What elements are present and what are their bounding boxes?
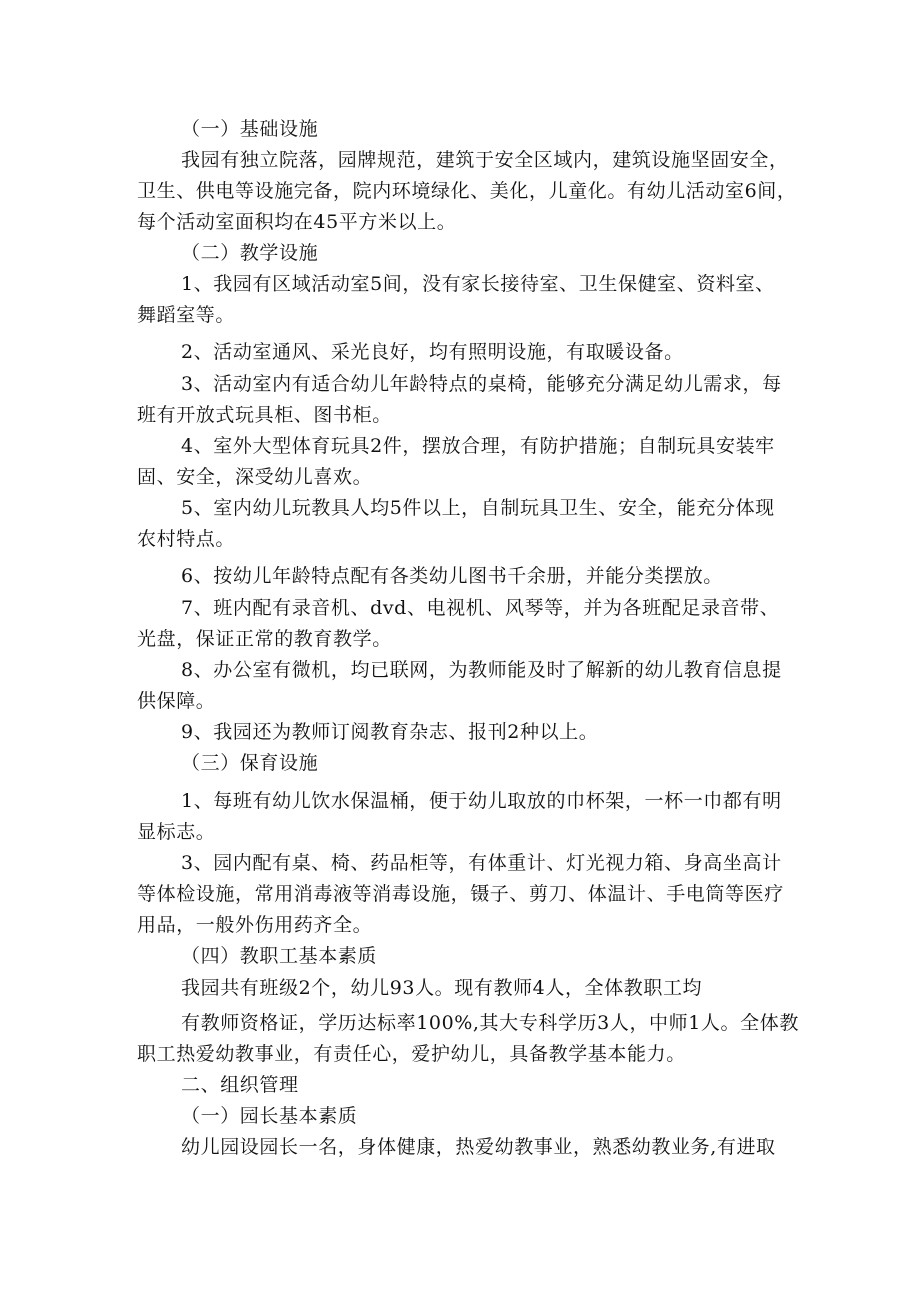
list-item-line: 1、我园有区域活动室5间，没有家长接待室、卫生保健室、资料室、 [181,273,775,295]
section-heading-teaching-facilities: （二）教学设施 [181,242,319,264]
list-item-line: 班有开放式玩具柜、图书柜。 [137,404,392,426]
paragraph-line: 有教师资格证，学历达标率100%,其大专科学历3人，中师1人。全体教 [181,1012,799,1034]
list-item-line: 9、我园还为教师订阅教育杂志、报刊2种以上。 [181,721,599,743]
list-item-line: 5、室内幼儿玩教具人均5件以上，自制玩具卫生、安全，能充分体现 [181,497,775,519]
paragraph-line: 我园共有班级2个，幼儿93人。现有教师4人，全体教职工均 [181,977,703,999]
list-item-line: 用品，一般外伤用药齐全。 [137,914,373,936]
list-item-line: 农村特点。 [137,528,236,550]
list-item-line: 7、班内配有录音机、dvd、电视机、风琴等，并为各班配足录音带、 [181,597,780,619]
paragraph-line: 幼儿园设园长一名，身体健康，热爱幼教事业，熟悉幼教业务,有进取 [181,1136,776,1158]
paragraph-line: 卫生、供电等设施完备，院内环境绿化、美化，儿童化。有幼儿活动室6间， [137,180,797,202]
section-heading-director-quality: （一）园长基本素质 [181,1105,358,1127]
list-item-line: 舞蹈室等。 [137,304,236,326]
list-item-line: 8、办公室有微机，均已联网，为教师能及时了解新的幼儿教育信息提 [181,659,782,681]
paragraph-line: 我园有独立院落，园牌规范，建筑于安全区域内，建筑设施坚固安全， [181,149,789,171]
list-item-line: 6、按幼儿年龄特点配有各类幼儿图书千余册，并能分类摆放。 [181,565,723,587]
list-item-line: 3、园内配有桌、椅、药品柜等，有体重计、灯光视力箱、身高坐高计 [181,852,782,874]
section-heading-staff-quality: （四）教职工基本素质 [181,945,378,967]
list-item-line: 4、室外大型体育玩具2件，摆放合理，有防护措施；自制玩具安装牢 [181,435,775,457]
list-item-line: 3、活动室内有适合幼儿年龄特点的桌椅，能够充分满足幼儿需求，每 [181,373,782,395]
list-item-line: 显标志。 [137,821,216,843]
list-item-line: 供保障。 [137,690,216,712]
list-item-line: 1、每班有幼儿饮水保温桶，便于幼儿取放的巾杯架，一杯一巾都有明 [181,790,782,812]
list-item-line: 固、安全，深受幼儿喜欢。 [137,466,373,488]
section-heading-organization-management: 二、组织管理 [181,1074,299,1096]
list-item-line: 等体检设施，常用消毒液等消毒设施，镊子、剪刀、体温计、手电筒等医疗 [137,883,784,905]
paragraph-line: 每个活动室面积均在45平方米以上。 [137,211,457,233]
list-item-line: 光盘，保证正常的教育教学。 [137,628,392,650]
section-heading-basic-facilities: （一）基础设施 [181,118,319,140]
paragraph-line: 职工热爱幼教事业，有责任心，爱护幼儿，具备教学基本能力。 [137,1043,686,1065]
section-heading-childcare-facilities: （三）保育设施 [181,752,319,774]
list-item-line: 2、活动室通风、采光良好，均有照明设施，有取暖设备。 [181,341,684,363]
